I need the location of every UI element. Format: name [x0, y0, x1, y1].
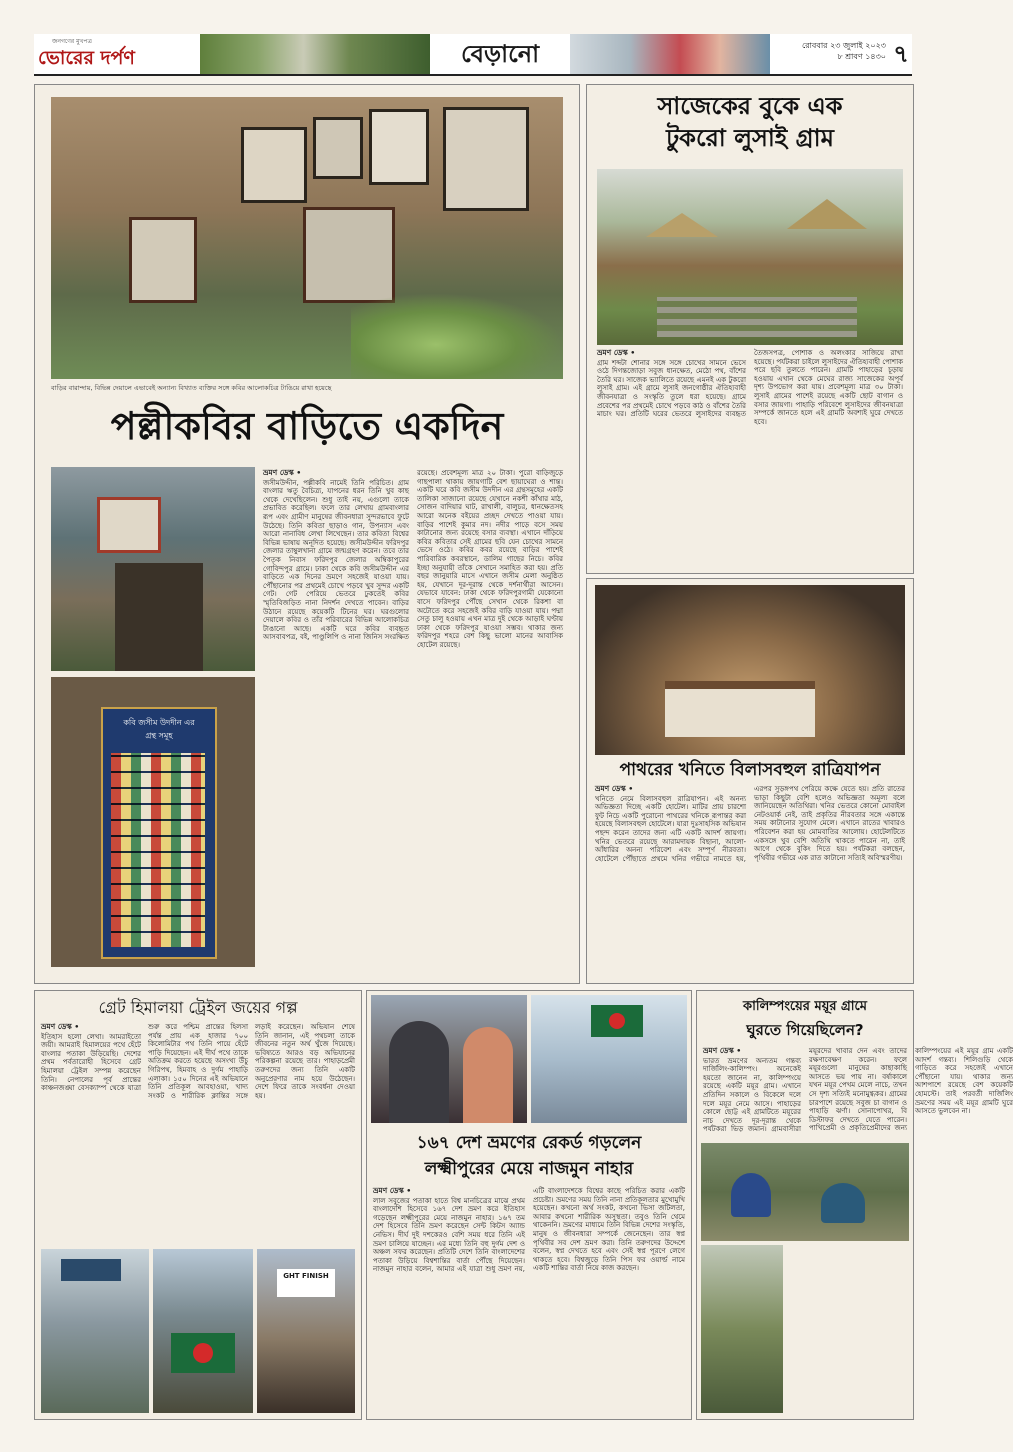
publisher-tagline: জনগণের মুখপত্র	[52, 38, 92, 45]
headline-peacock-line2: ঘুরতে গিয়েছিলেন?	[746, 1021, 864, 1039]
headline-peacock-line1: কালিম্পংয়ের ময়ূর গ্রামে	[743, 999, 867, 1014]
section-title: বেড়ানো	[460, 40, 540, 68]
poster-subtitle: গ্রন্থ সমূহ	[145, 731, 173, 740]
headline-cave-hotel: পাথরের খনিতে বিলাসবহুল রাত্রিযাপন	[619, 760, 881, 780]
masthead	[34, 34, 912, 76]
portrait-frame	[129, 217, 197, 303]
story-nazmun-nahar	[366, 990, 692, 1420]
doorway	[115, 563, 203, 671]
headline-nazmun-line1: ১৬৭ দেশ ভ্রমণের রেকর্ড গড়লেন	[416, 1133, 642, 1153]
book-list-poster	[101, 707, 217, 959]
article-text: গ্রাম শব্দটা শোনার সঙ্গে সঙ্গে চোখের সামনে ভেসে ওঠে দিগন্তজোড়া সবুজ ধানক্ষেত, মেঠো পথ, বাঁশের তৈরি ঘর। সাজেক ভ্যালিতে রয়েছে এমনই এক টুকরো লুসাই গ্রাম। এই গ্রামে লুসাই জনগোষ্ঠীর ঐতিহ্যবাহী জীবনযাত্রা ও সংস্কৃতি তুলে ধরা হয়েছে। গ্রামে প্রবেশের পর প্রথমেই চোখে পড়বে কাঠ ও বাঁশের তৈরি মাচাং ঘর। প্রতিটি ঘরের ভেতরে লুসাইদের ব্যবহৃত তৈজসপত্র, পোশাক ও অলংকার সাজিয়ে রাখা হয়েছে। পর্যটকরা চাইলে লুসাইদের ঐতিহ্যবাহী পোশাক পরে ছবি তুলতে পারেন। গ্রামটি পাহাড়ের চূড়ায় হওয়ায় এখান থেকে মেঘের রাজ্য সাজেকের অপূর্ব দৃশ্য উপভোগ করা যায়। প্রবেশমূল্য মাত্র ৩০ টাকা। লুসাই গ্রামের পাশেই রয়েছে একটি ছোট বাগান ও বসার জায়গা। পাহাড়ি পরিবেশে লুসাইদের জীবনযাত্রা সম্পর্কে জানতে হলে এই গ্রামটি অবশ্যই ঘুরে দেখতে হবে।	[597, 349, 903, 426]
byline: ভ্রমণ ডেস্ক •	[263, 468, 302, 477]
header-photo-people	[570, 34, 770, 74]
stone-steps	[657, 297, 857, 337]
himalaya-body	[41, 1023, 355, 1245]
photo-cave-bedroom	[595, 585, 905, 755]
portrait-frame	[97, 497, 161, 553]
peacock-bird	[731, 1173, 771, 1217]
article-text: লাল সবুজের পতাকা হাতে বিশ্ব মানচিত্রের মাঝে প্রথম বাংলাদেশি হিসেবে ১৬৭ দেশ ভ্রমণ করে ইতিহাস গড়েছেন লক্ষ্মীপুরের মেয়ে নাজমুন নাহার। ১৬৭ তম দেশ হিসেবে তিনি ভ্রমণ করেছেন সেন্ট কিটস অ্যান্ড নেভিস। দীর্ঘ দুই দশকেরও বেশি সময় ধরে তিনি এই ভ্রমণ চালিয়ে যাচ্ছেন। এর মধ্যে তিনি বহু দুর্গম দেশ ও অঞ্চল সফর করেছেন। প্রতিটি দেশে তিনি বাংলাদেশের পতাকা উড়িয়ে বিশ্বশান্তির বার্তা পৌঁছে দিয়েছেন। নাজমুন নাহার বলেন, আমার এই যাত্রা শুধু ভ্রমণ নয়, এটি বাংলাদেশকে বিশ্বের কাছে পরিচিত করার একটি প্রচেষ্টা। ভ্রমণের সময় তিনি নানা প্রতিকূলতার মুখোমুখি হয়েছেন। কখনো অর্থ সংকট, কখনো ভিসা জটিলতা, আবার কখনো শারীরিক অসুস্থতা। তবুও তিনি থেমে থাকেননি। ভ্রমণের মাধ্যমে তিনি বিভিন্ন দেশের সংস্কৃতি, মানুষ ও জীবনধারা সম্পর্কে জেনেছেন। তার স্বপ্ন পৃথিবীর সব দেশ ভ্রমণ করা। তিনি তরুণদের উদ্দেশে বলেন, স্বপ্ন দেখতে হবে এবং সেই স্বপ্ন পূরণে লেগে থাকতে হবে। বিশ্বজুড়ে তিনি পিস ফর ওয়ার্ল্ড নামে একটি শান্তির বার্তা নিয়ে কাজ করছেন।	[373, 1187, 685, 1274]
story-cave-hotel	[586, 578, 914, 984]
trail-signboard	[61, 1259, 121, 1281]
photo-traveler-flag	[531, 995, 687, 1123]
poster-title: কবি জসীম উদদীন এর	[123, 718, 195, 727]
nazmun-body	[373, 1187, 685, 1413]
story-sajek	[586, 84, 914, 574]
pollikobi-body	[263, 469, 563, 965]
paper-logo[interactable]	[38, 36, 200, 72]
story-himalaya-trail	[34, 990, 362, 1420]
hut-roof	[777, 199, 877, 229]
bangladesh-flag	[591, 1005, 643, 1037]
date-bangla: ৮ শ্রাবণ ১৪৩০	[837, 52, 886, 61]
byline: ভ্রমণ ডেস্ক •	[703, 1046, 742, 1055]
photo-museum-room	[51, 467, 255, 671]
article-text: খনিতে নেমে বিলাসবহুল রাত্রিযাপন। এই অনন্য অভিজ্ঞতা দিচ্ছে একটি হোটেল। মাটির প্রায় চারশো ফুট নিচে একটি পুরোনো পাথরের খনিকে রূপান্তর করা হয়েছে বিলাসবহুল হোটেলে। যারা দুঃসাহসিক অভিযান পছন্দ করেন তাদের জন্য এটি একটি আদর্শ জায়গা। খনির ভেতরে রয়েছে আরামদায়ক বিছানা, আলো-আঁধারির অনন্য পরিবেশ এবং সম্পূর্ণ নীরবতা। হোটেলে পৌঁছাতে প্রথমে খনির গভীরে নামতে হয়, এরপর সুড়ঙ্গপথ পেরিয়ে কক্ষে যেতে হয়। প্রতি রাতের ভাড়া কিছুটা বেশি হলেও অভিজ্ঞতা অমূল্য বলে জানিয়েছেন অতিথিরা। খনির ভেতরে কোনো মোবাইল নেটওয়ার্ক নেই, তাই প্রকৃতির নীরবতার সঙ্গে একান্তে সময় কাটানোর সুযোগ মেলে। এখানে রাতের খাবারও পরিবেশন করা হয় মোমবাতির আলোয়। হোটেলটিতে একসঙ্গে খুব বেশি অতিথি থাকতে পারেন না, তাই আগে থেকে বুকিং দিতে হয়। পর্যটকরা বলছেন, পৃথিবীর গভীরে এক রাত কাটানো সত্যিই অবিস্মরণীয়।	[595, 785, 905, 863]
headline-nazmun-line2: লক্ষ্মীপুরের মেয়ে নাজমুন নাহার	[424, 1159, 634, 1179]
headline-sajek-line2: টুকরো লুসাই গ্রাম	[666, 124, 834, 152]
photo1-caption: বাড়ির বারান্দায়, বিভিন্ন দেয়ালে এভাবেই অন্যান্য বিখ্যাত ব্যক্তির সঙ্গে কবির আলোকচিত্র টাঙিয়ে রাখা হয়েছে	[51, 384, 332, 392]
byline: ভ্রমণ ডেস্ক •	[595, 784, 634, 793]
headline-pollikobi: পল্লীকবির বাড়িতে একদিন	[110, 404, 504, 448]
plant-leaves	[351, 293, 563, 379]
book-cover-grid	[111, 753, 205, 947]
byline: ভ্রমণ ডেস্ক •	[41, 1022, 80, 1031]
header-photo-river	[200, 34, 430, 74]
portrait-frame	[369, 109, 429, 185]
portrait-woman	[463, 1027, 513, 1123]
portrait-frame	[443, 107, 529, 211]
article-text: জসীমউদ্দীন, পল্লীকবি নামেই তিনি পরিচিত। গ্রাম বাংলার ঋতু বৈচিত্র্য, যাপনের ধরন তিনি খুব কাছ থেকে দেখেছিলেন। শুধু তাই নয়, এগুলো তাকে প্রভাবিত করেছিল। ফলে তার লেখায় গ্রামবাংলার রূপ এবং গ্রামীণ মানুষের জীবনধারা সুন্দরভাবে ফুটে উঠেছে। তিনি কবিতা ছাড়াও গান, উপন্যাস এবং আরো নানাবিধ লেখা লিখেছেন। তার কবিতা বিশ্বের বিভিন্ন ভাষায় অনূদিত হয়েছে। জসীমউদ্দীন ফরিদপুর জেলার তাম্বুলখানা গ্রামে জন্মগ্রহণ করেন। তবে তার পৈতৃক নিবাস ফরিদপুর জেলার অম্বিকাপুরের গোবিন্দপুর গ্রামে। ঢাকা থেকে কবি জসীমউদ্দীন এর বাড়িতে এক দিনের ভ্রমণে সহজেই যাওয়া যায়। পৌঁছানোর পর প্রথমেই চোখে পড়বে খুব সুন্দর একটি গেট। গেট পেরিয়ে ভেতরে ঢুকতেই কবির স্মৃতিবিজড়িত নানা নিদর্শন দেখতে পাবেন। বাড়ির উঠানে রয়েছে কয়েকটি টিনের ঘর। ঘরগুলোর দেয়ালে কবির ও তাঁর পরিবারের বিভিন্ন আলোকচিত্র টাঙানো আছে। একটি ঘরে কবির ব্যবহৃত আসবাবপত্র, বই, পাণ্ডুলিপি ও নানা জিনিস সংরক্ষিত রয়েছে। প্রবেশমূল্য মাত্র ২০ টাকা। পুরো বাড়িজুড়ে গাছপালা থাকায় জায়গাটি বেশ ছায়াঘেরা ও শান্ত। একটি ঘরে কবি জসীম উদদীন এর গ্রন্থসমূহের একটি তালিকা সাজানো রয়েছে যেখানে নকশী কাঁথার মাঠ, সোজন বাদিয়ার ঘাট, রাখালী, বালুচর, ধানক্ষেতসহ আরো অনেক বইয়ের প্রচ্ছদ দেখতে পাওয়া যায়। বাড়ির পাশেই কুমার নদ। নদীর পাড়ে বসে সময় কাটানোর জন্য রয়েছে বসার ব্যবস্থা। এখানে দাঁড়িয়ে কবির কবিতার সেই গ্রামের ছবি যেন চোখের সামনে ভেসে ওঠে। কবির কবর রয়েছে বাড়ির পাশেই পারিবারিক কবরস্থানে, ডালিম গাছের নিচে। কবির ইচ্ছা অনুযায়ী তাঁকে সেখানে সমাহিত করা হয়। প্রতি বছর জানুয়ারি মাসে এখানে জসীম মেলা অনুষ্ঠিত হয়, যেখানে দূর-দূরান্ত থেকে দর্শনার্থীরা আসেন। যেভাবে যাবেন: ঢাকা থেকে ফরিদপুরগামী যেকোনো বাসে ফরিদপুর পৌঁছে সেখান থেকে রিকশা বা অটোতে করে সহজেই কবির বাড়ি যাওয়া যায়। পদ্মা সেতু চালু হওয়ায় এখন মাত্র দুই থেকে আড়াই ঘণ্টায় ঢাকা থেকে ফরিদপুর যাওয়া সম্ভব। থাকার জন্য ফরিদপুর শহরে বেশ কিছু ভালো মানের আবাসিক হোটেল রয়েছে।	[263, 469, 563, 649]
photo-peacock-tree	[701, 1245, 783, 1413]
photo-flag-summit	[153, 1249, 253, 1413]
headline-himalaya: গ্রেট হিমালয়া ট্রেইল জয়ের গল্প	[98, 998, 298, 1017]
byline: ভ্রমণ ডেস্ক •	[373, 1186, 412, 1195]
sajek-body	[597, 349, 903, 567]
photo-lusai-village	[597, 169, 903, 345]
peacock-body-top	[703, 1046, 1013, 1139]
portrait-frame	[313, 117, 363, 179]
portrait-man	[389, 1021, 449, 1123]
paper-name: ভোরের দর্পণ	[38, 47, 135, 69]
headline-sajek-line1: সাজেকের বুকে এক	[657, 92, 843, 120]
bed	[665, 681, 815, 737]
peacock-bird	[821, 1183, 865, 1223]
finish-sign: GHT FINISH	[277, 1269, 335, 1297]
hut-roof	[637, 213, 727, 237]
story-peacock-village	[696, 990, 1013, 1420]
portrait-frame	[303, 207, 395, 303]
byline: ভ্রমণ ডেস্ক •	[597, 348, 636, 357]
bangladesh-flag	[171, 1333, 235, 1373]
photo-trail-sign	[41, 1249, 149, 1413]
date-english: রোববার ২৩ জুলাই ২০২৩	[801, 41, 886, 50]
date-block	[776, 40, 886, 62]
article-text: ইতিহাস হলো লেখা। আমরাইতো জয়ী। আমরাই হিমালয়ের পথে হেঁটে বাংলার পতাকা উড়িয়েছি। দেশের প্রথম পর্বতারোহী হিসেবে গ্রেট হিমালয়া ট্রেইল সম্পন্ন করেছেন তিনি। নেপালের পূর্ব প্রান্তের কাঞ্চনজঙ্ঘা বেসক্যাম্প থেকে যাত্রা শুরু করে পশ্চিম প্রান্তের হিলসা পর্যন্ত প্রায় এক হাজার ৭০০ কিলোমিটার পথ তিনি পায়ে হেঁটে পাড়ি দিয়েছেন। এই দীর্ঘ পথে তাকে অতিক্রম করতে হয়েছে অসংখ্য উঁচু গিরিপথ, হিমবাহ ও দুর্গম পাহাড়ি এলাকা। ১৫০ দিনের এই অভিযানে তিনি প্রতিকূল আবহাওয়া, খাদ্য সংকট ও শারীরিক ক্লান্তির সঙ্গে লড়াই করেছেন। অভিযান শেষে তিনি জানান, এই পথচলা তাকে জীবনের নতুন অর্থ খুঁজে দিয়েছে। ভবিষ্যতে আরও বড় অভিযানের পরিকল্পনা রয়েছে তার। পাহাড়প্রেমী তরুণদের জন্য তিনি একটি অনুপ্রেরণার নাম হয়ে উঠেছেন। দেশে ফিরে তাকে সংবর্ধনা দেওয়া হয়।	[41, 1023, 355, 1100]
photo-with-dignitary	[371, 995, 527, 1123]
photo-peacocks	[701, 1143, 909, 1241]
photo-finish-sign	[257, 1249, 355, 1413]
portrait-frame	[241, 127, 307, 203]
article-text: ভারত ভ্রমণের অন্যতম গন্তব্য দার্জিলিং-কালিম্পং। অনেকেই হয়তো জানেন না, কালিম্পংয়ে রয়েছে একটি ময়ূর গ্রাম। এখানে প্রতিদিন সকালে ও বিকেলে দলে দলে ময়ূর নেমে আসে। পাহাড়ের কোলে ছোট্ট এই গ্রামটিতে ময়ূরের নাচ দেখতে দূর-দূরান্ত থেকে পর্যটকরা ভিড় জমান। গ্রামবাসীরা ময়ূরদের খাবার দেন এবং তাদের রক্ষণাবেক্ষণ করেন। ফলে ময়ূরগুলো মানুষের কাছাকাছি আসতে ভয় পায় না। বর্ষাকালে যখন ময়ূর পেখম মেলে নাচে, তখন সে দৃশ্য সত্যিই মনোমুগ্ধকর। গ্রামের চারপাশে রয়েছে সবুজ চা বাগান ও পাহাড়ি ঝর্ণা। সোনাপোখর, বি ডিস্টাফর দেখতে যেতে পারেন। পাখিপ্রেমী ও প্রকৃতিপ্রেমীদের জন্য কালিম্পংয়ের এই ময়ূর গ্রাম একটি আদর্শ গন্তব্য। শিলিগুড়ি থেকে গাড়িতে করে সহজেই এখানে পৌঁছানো যায়। থাকার জন্য আশপাশে রয়েছে বেশ কয়েকটি হোমস্টে। তাই পরবর্তী দার্জিলিং ভ্রমণের সময় এই ময়ূর গ্রামটি ঘুরে আসতে ভুলবেন না।	[703, 1047, 1013, 1134]
page-number: ৭	[893, 40, 909, 68]
photo-veranda-portraits	[51, 97, 563, 379]
story-pollikobi	[34, 84, 580, 984]
photo-book-poster	[51, 677, 255, 967]
cave-body	[595, 785, 905, 979]
